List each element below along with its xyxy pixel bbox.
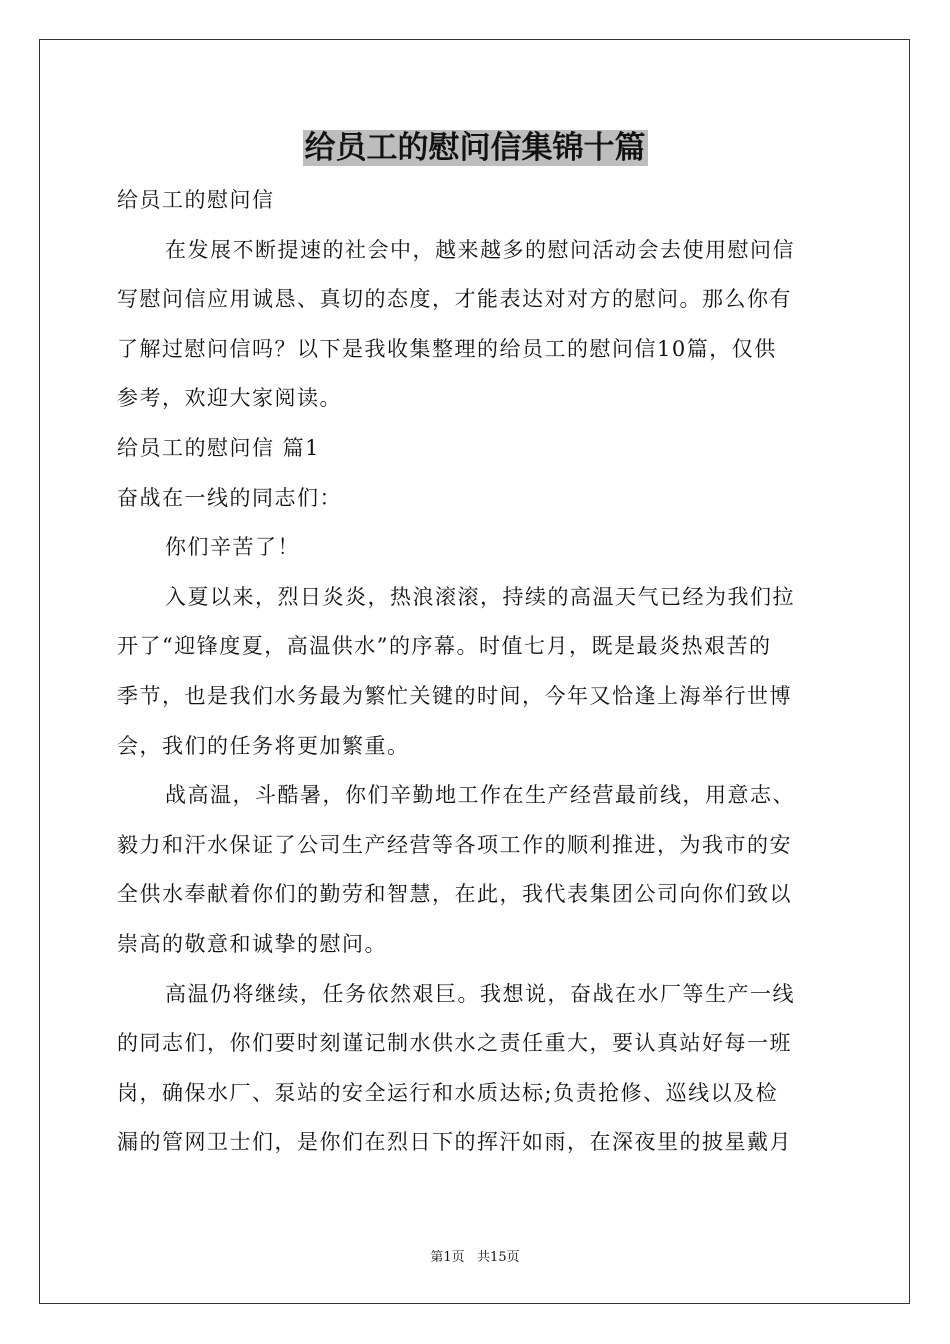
body-line: 高温仍将继续，任务依然艰巨。我想说，奋战在水厂等生产一线	[165, 981, 795, 1006]
body-line: 季节，也是我们水务最为繁忙关键的时间，今年又恰逢上海举行世博	[117, 683, 792, 708]
subtitle-line: 给员工的慰问信	[117, 188, 275, 212]
body-line: 会，我们的任务将更加繁重。	[117, 733, 410, 758]
greeting-line: 你们辛苦了！	[165, 535, 300, 560]
body-line: 开了“迎锋度夏，高温供水”的序幕。时值七月，既是最炎热艰苦的	[117, 634, 772, 659]
intro-line: 在发展不断提速的社会中，越来越多的慰问活动会去使用慰问信	[165, 237, 795, 262]
body-line: 漏的管网卫士们，是你们在烈日下的挥汗如雨，在深夜里的披星戴月	[117, 1130, 792, 1155]
document-title	[0, 126, 950, 170]
page-footer: 第1页 共15页	[430, 1250, 520, 1265]
body-line: 全供水奉献着你们的勤劳和智慧，在此，我代表集团公司向你们致以	[117, 882, 792, 907]
body-line: 岗，确保水厂、泵站的安全运行和水质达标;负责抢修、巡线以及检	[117, 1080, 779, 1105]
intro-line: 写慰问信应用诚恳、真切的态度，才能表达对对方的慰问。那么你有	[117, 287, 792, 312]
body-line: 的同志们，你们要时刻谨记制水供水之责任重大，要认真站好每一班	[117, 1031, 792, 1056]
document-body	[117, 176, 837, 1168]
intro-line: 了解过慰问信吗？以下是我收集整理的给员工的慰问信10篇，仅供	[117, 336, 777, 361]
intro-line: 参考，欢迎大家阅读。	[117, 386, 342, 411]
body-line: 战高温，斗酷暑，你们辛勤地工作在生产经营最前线，用意志、	[165, 783, 795, 808]
body-line: 崇高的敬意和诚挚的慰问。	[117, 931, 387, 956]
section-heading: 给员工的慰问信 篇1	[117, 435, 321, 460]
body-line: 入夏以来，烈日炎炎，热浪滚滚，持续的高温天气已经为我们拉	[165, 584, 795, 609]
document-title-text: 给员工的慰问信集锦十篇	[304, 130, 646, 166]
salutation: 奋战在一线的同志们：	[117, 485, 342, 510]
body-line: 毅力和汗水保证了公司生产经营等各项工作的顺利推进，为我市的安	[117, 832, 792, 857]
